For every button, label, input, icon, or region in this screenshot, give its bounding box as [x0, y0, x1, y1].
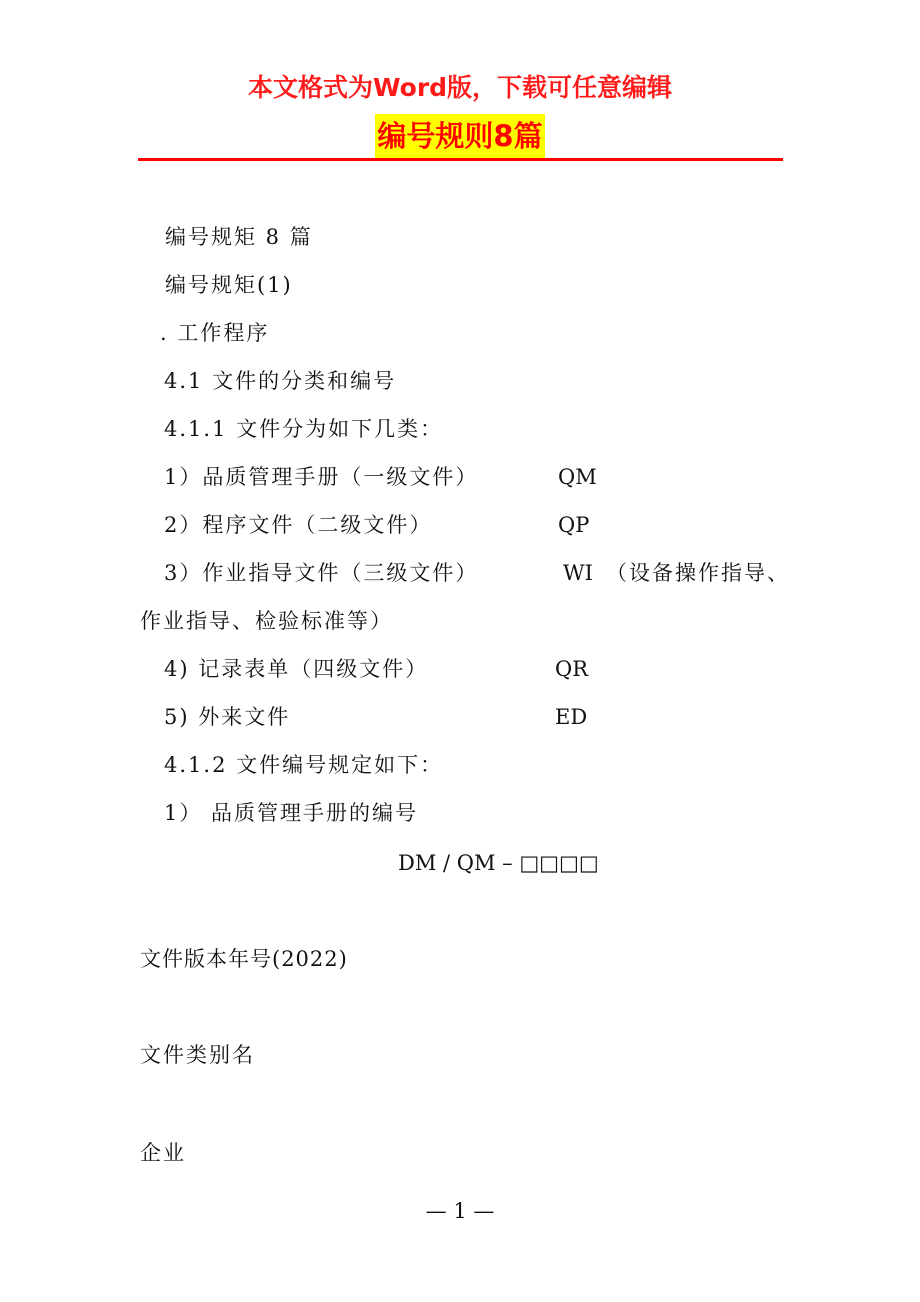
list-item-2-label: 2）程序文件（二级文件） — [164, 513, 433, 537]
doc-title: 编号规则8篇 — [375, 114, 544, 158]
document-banner: 本文格式为Word版，下载可任意编辑 — [247, 73, 673, 102]
body-line-3: . 工作程序 — [160, 321, 270, 345]
list-item-5-label: 5) 外来文件 — [164, 705, 291, 729]
list-item-1-label: 1）品质管理手册（一级文件） — [164, 465, 479, 489]
section-heading-4-1-2: 4.1.2 文件编号规定如下： — [164, 753, 444, 777]
version-label: 文件版本年号(2022) — [140, 947, 348, 971]
doc-title-container — [0, 114, 920, 158]
list-item-4-label: 4) 记录表单（四级文件） — [164, 657, 429, 681]
list-item-5-code: ED — [555, 705, 588, 729]
list-item-3-continuation: 作业指导、检验标准等） — [140, 609, 393, 633]
list-item-4-code: QR — [555, 657, 589, 681]
rule-item-1: 1） 品质管理手册的编号 — [164, 801, 419, 825]
body-line-1: 编号规矩 8 篇 — [165, 225, 313, 249]
list-item-1-code: QM — [558, 465, 597, 489]
category-label: 文件类别名 — [140, 1043, 255, 1067]
list-item-3-code: WI — [563, 561, 593, 585]
body-line-2: 编号规矩(1) — [165, 273, 293, 297]
section-heading-4-1-1: 4.1.1 文件分为如下几类： — [164, 417, 444, 441]
list-item-3-note: （设备操作指导、 — [606, 561, 790, 585]
page-number: — 1 — — [425, 1199, 495, 1223]
list-item-3-label: 3）作业指导文件（三级文件） — [164, 561, 479, 585]
list-item-2-code: QP — [558, 513, 590, 537]
title-divider — [138, 158, 783, 161]
numbering-formula: DM / QM – □□□□ — [398, 851, 599, 875]
section-heading-4-1: 4.1 文件的分类和编号 — [164, 369, 397, 393]
company-label: 企业 — [140, 1141, 186, 1165]
